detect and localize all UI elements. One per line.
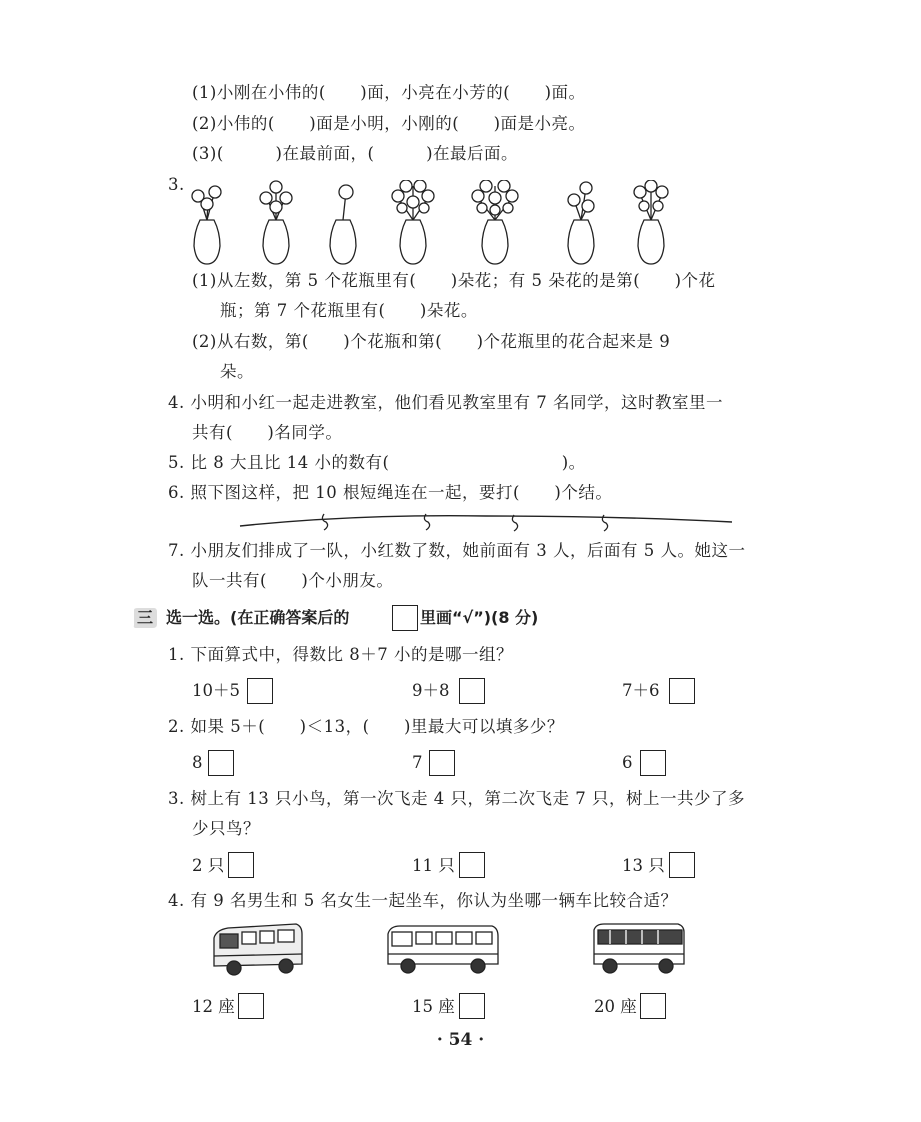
q4-option-c-label: 20 座 <box>594 997 637 1016</box>
q3-option-a-label: 2 只 <box>192 856 225 875</box>
q3-1-line1: (1)从左数，第 5 个花瓶里有( )朵花；有 5 朵花的是第( )个花 <box>192 271 716 290</box>
choice-q3-line1: 3. 树上有 13 只小鸟，第一次飞走 4 只，第二次飞走 7 只，树上一共少了多 <box>168 789 745 808</box>
q4-option-a-label: 12 座 <box>192 997 235 1016</box>
section-title-part1: 选一选。(在正确答案后的 <box>166 608 350 627</box>
q3-option-b-label: 11 只 <box>412 856 455 875</box>
vase-2 <box>251 180 301 266</box>
choice-q3-line2: 少只鸟？ <box>192 819 260 838</box>
q3-2-line2: 朵。 <box>220 362 254 381</box>
q1-option-c-label: 7＋6 <box>622 681 660 700</box>
q1-option-b-label: 9＋8 <box>412 681 450 700</box>
q4-option-b-label: 15 座 <box>412 997 455 1016</box>
q2-option-b-label: 7 <box>412 753 423 772</box>
vase-5 <box>470 180 520 266</box>
rope-knots-figure <box>236 510 736 536</box>
section-title-part2: 里画“√”)(8 分) <box>420 608 539 627</box>
q1-option-c-checkbox[interactable] <box>669 678 695 704</box>
q2-option-a-checkbox[interactable] <box>208 750 234 776</box>
q2-option-b-checkbox[interactable] <box>429 750 455 776</box>
large-bus-image <box>590 920 686 978</box>
q2-option-c-checkbox[interactable] <box>640 750 666 776</box>
q2-1: (1)小刚在小伟的( )面，小亮在小芳的( )面。 <box>192 83 586 102</box>
q7-line1: 7. 小朋友们排成了一队，小红数了数，她前面有 3 人，后面有 5 人。她这一 <box>168 541 746 560</box>
q6: 6. 照下图这样，把 10 根短绳连在一起，要打( )个结。 <box>168 483 613 502</box>
q2-option-c-label: 6 <box>622 753 633 772</box>
page-number: · 54 · <box>436 1030 485 1050</box>
q1-option-a-label: 10＋5 <box>192 681 240 700</box>
q3-option-a-checkbox[interactable] <box>228 852 254 878</box>
q4-line2: 共有( )名同学。 <box>192 423 343 442</box>
vase-7 <box>626 180 676 266</box>
q3-option-c-checkbox[interactable] <box>669 852 695 878</box>
small-bus-image <box>208 920 304 978</box>
q3-option-b-checkbox[interactable] <box>459 852 485 878</box>
q3-option-c-label: 13 只 <box>622 856 665 875</box>
q4-option-a-checkbox[interactable] <box>238 993 264 1019</box>
q5: 5. 比 8 大且比 14 小的数有( )。 <box>168 453 586 472</box>
q1-option-a-checkbox[interactable] <box>247 678 273 704</box>
medium-bus-image <box>384 920 500 978</box>
choice-q4: 4. 有 9 名男生和 5 名女生一起坐车，你认为坐哪一辆车比较合适？ <box>168 891 678 910</box>
q1-option-b-checkbox[interactable] <box>459 678 485 704</box>
vase-1 <box>182 180 232 266</box>
choice-q1: 1. 下面算式中，得数比 8＋7 小的是哪一组？ <box>168 645 513 664</box>
q2-2: (2)小伟的( )面是小明，小刚的( )面是小亮。 <box>192 114 586 133</box>
q4-option-b-checkbox[interactable] <box>459 993 485 1019</box>
choice-q2: 2. 如果 5＋( )＜13，( )里最大可以填多少？ <box>168 717 564 736</box>
vase-4 <box>388 180 438 266</box>
title-answer-box <box>392 605 418 631</box>
q4-line1: 4. 小明和小红一起走进教室，他们看见教室里有 7 名同学，这时教室里一 <box>168 393 723 412</box>
section-number: 三 <box>137 608 154 627</box>
q2-option-a-label: 8 <box>192 753 203 772</box>
vase-3 <box>318 180 368 266</box>
q3-2-line1: (2)从右数，第( )个花瓶和第( )个花瓶里的花合起来是 9 <box>192 332 671 351</box>
vase-6 <box>556 180 606 266</box>
q7-line2: 队一共有( )个小朋友。 <box>192 571 394 590</box>
q2-3: (3)( )在最前面，( )在最后面。 <box>192 144 519 163</box>
q3-number: 3. <box>168 175 185 194</box>
q3-1-line2: 瓶；第 7 个花瓶里有( )朵花。 <box>220 301 478 320</box>
q4-option-c-checkbox[interactable] <box>640 993 666 1019</box>
